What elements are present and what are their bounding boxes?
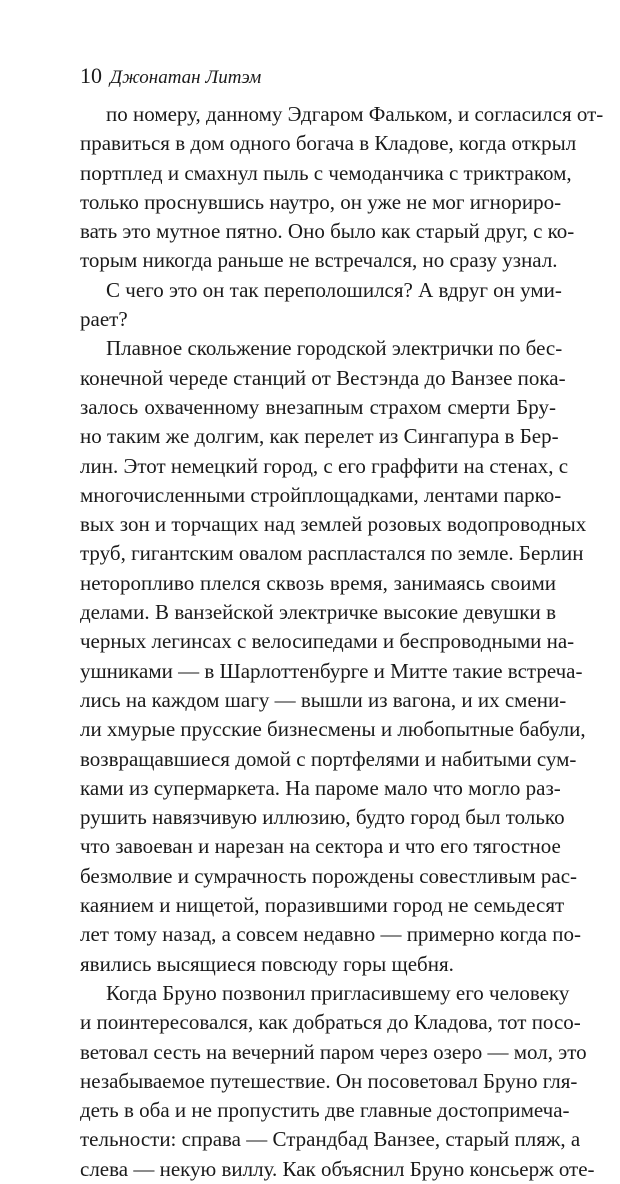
text-line: ветовал сесть на вечерний паром через озеро — мол, это (80, 1039, 587, 1064)
text-line: деть в оба и не пропустить две главные достопримеча- (80, 1098, 570, 1123)
paragraph (80, 334, 587, 979)
running-head-author: Джонатан Литэм (110, 67, 262, 88)
text-line: вать это мутное пятно. Оно было как старый друг, с ко- (80, 219, 575, 244)
text-line: рушить навязчивую иллюзию, будто город был только (80, 805, 565, 830)
running-head (80, 64, 261, 91)
text-line: труб, гигантским овалом распластался по земле. Берлин (80, 541, 584, 566)
text-line: каянием и нищетой, поразившими город не семьдесят (80, 893, 565, 918)
text-line: по номеру, данному Эдгаром Фальком, и согласился от- (106, 102, 604, 126)
text-line: залось охваченному внезапным страхом смерти Бру- (80, 394, 556, 419)
text-line: вых зон и торчащих над землей розовых водопроводных (80, 512, 587, 537)
text-line: ли хмурые прусские бизнесмены и любопытные бабули, (80, 717, 586, 742)
text-line: явились высящиеся повсюду горы щебня. (80, 951, 454, 976)
text-line: возвращавшиеся домой с портфелями и набитыми сум- (80, 746, 577, 771)
text-line: делами. В ванзейской электричке высокие девушки в (80, 600, 556, 625)
text-line: только проснувшись наутро, он уже не мог игнориро- (80, 189, 562, 214)
text-line: тельности: справа — Страндбад Ванзее, старый пляж, а (80, 1127, 581, 1152)
text-line: черных легинсах с велосипедами и беспроводными на- (80, 629, 575, 654)
text-line: но таким же долгим, как перелет из Сингапура в Бер- (80, 424, 559, 449)
text-line: конечной череде станций от Вестэнда до Ванзее пока- (80, 365, 566, 390)
body-text (80, 100, 604, 1184)
text-line: Когда Бруно позвонил пригласившему его человеку (106, 980, 570, 1005)
paragraph (80, 100, 604, 276)
text-line: С чего это он так переполошился? А вдруг он уми- (106, 277, 562, 302)
text-line: слева — некую виллу. Как объяснил Бруно консьерж оте- (80, 1156, 595, 1181)
text-line: лись на каждом шагу — вышли из вагона, и их смени- (80, 687, 567, 712)
paragraph (80, 979, 595, 1184)
text-line: неторопливо плелся сквозь время, занимаясь своими (80, 570, 556, 595)
paragraph (80, 276, 562, 335)
text-line: ками из супермаркета. На пароме мало что могло раз- (80, 775, 561, 800)
text-line: правиться в дом одного богача в Кладове, когда открыл (80, 131, 577, 156)
text-line: портплед и смахнул пыль с чемоданчика с триктраком, (80, 160, 572, 185)
text-line: рает? (80, 307, 128, 332)
text-line: лет тому назад, а совсем недавно — примерно когда по- (80, 922, 581, 947)
text-line: многочисленными стройплощадками, лентами парко- (80, 482, 562, 507)
text-line: и поинтересовался, как добраться до Кладова, тот посо- (80, 1010, 581, 1035)
text-line: лин. Этот немецкий город, с его граффити на стенах, с (80, 453, 569, 478)
text-line: торым никогда раньше не встречался, но сразу узнал. (80, 248, 558, 273)
page-number: 10 (80, 63, 102, 88)
text-line: безмолвие и сумрачность порождены совестливым рас- (80, 863, 578, 888)
text-line: Плавное скольжение городской электрички по бес- (106, 336, 563, 361)
text-line: ушниками — в Шарлоттенбурге и Митте такие встреча- (80, 658, 583, 683)
text-line: незабываемое путешествие. Он посоветовал Бруно гля- (80, 1068, 578, 1093)
text-line: что завоеван и нарезан на сектора и что его тягостное (80, 834, 561, 859)
